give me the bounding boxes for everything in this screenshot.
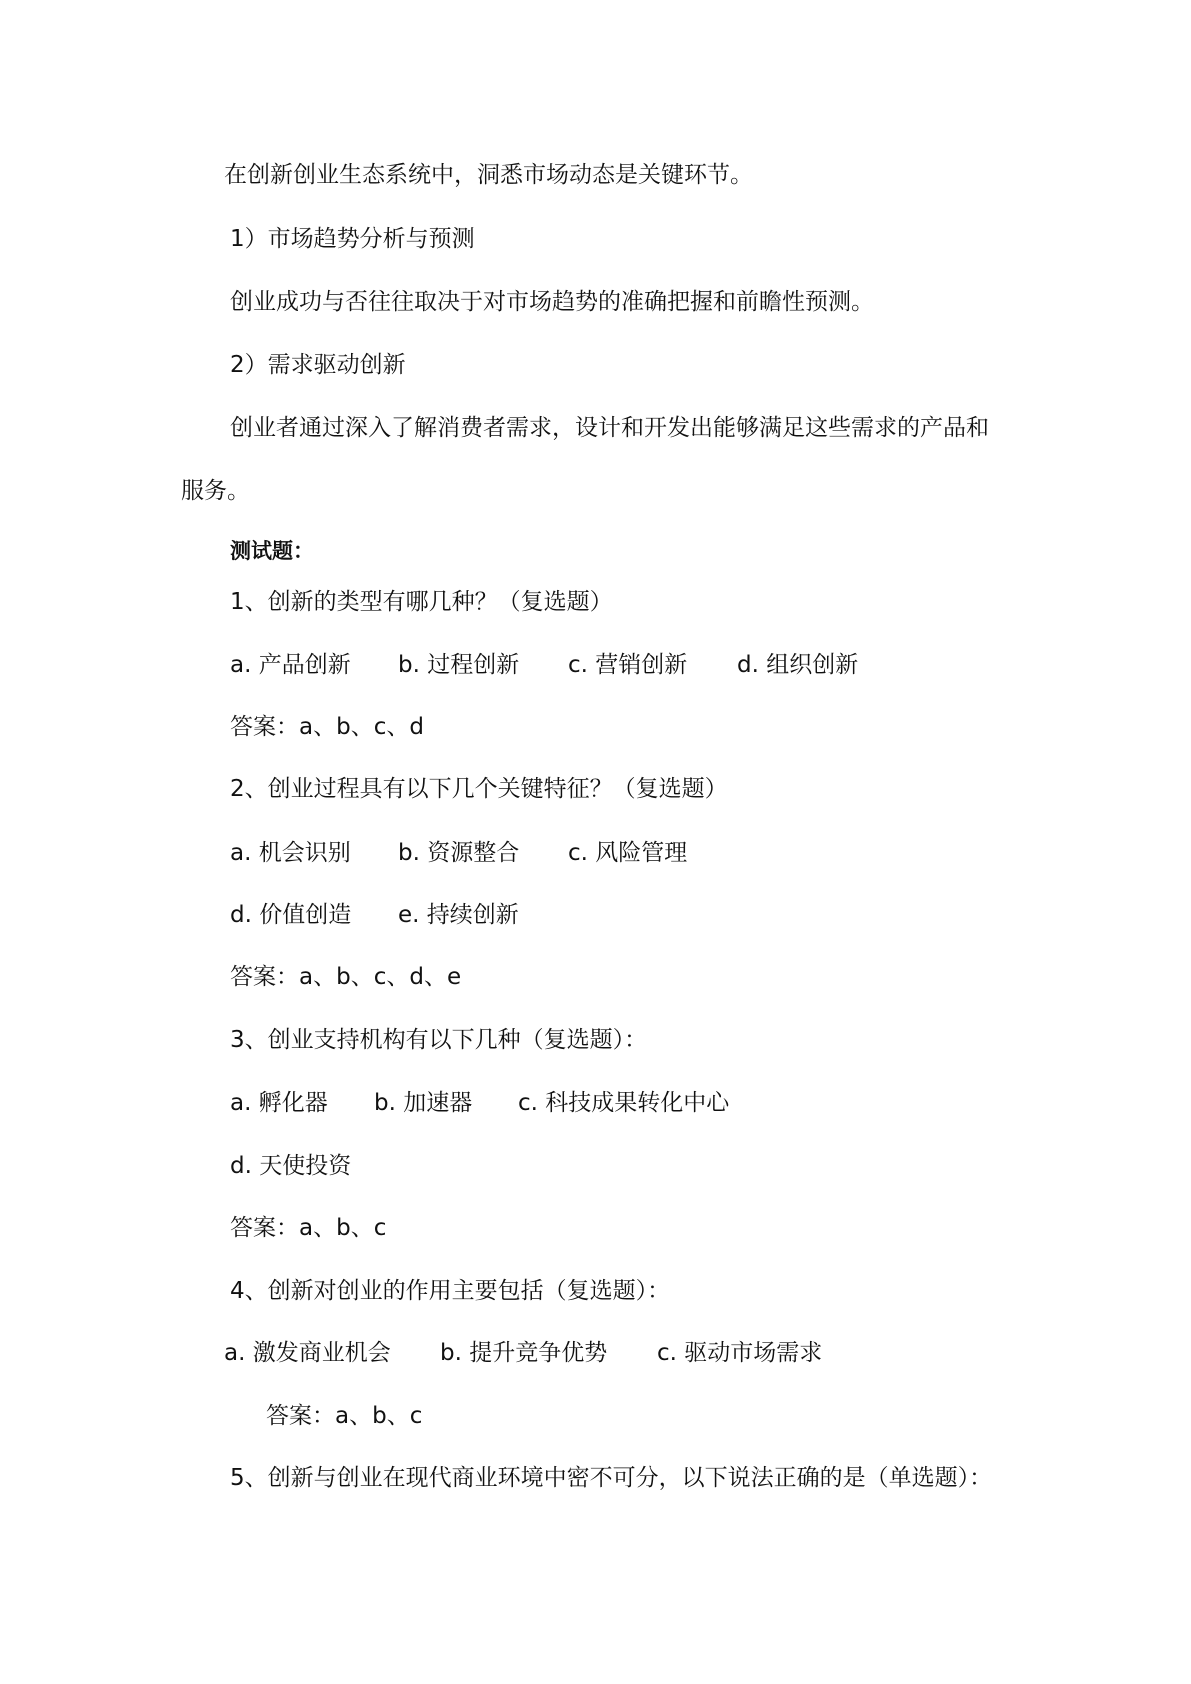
q1-option-d: d. 组织创新 xyxy=(737,652,859,678)
section2-body-line2: 服务。 xyxy=(181,478,250,504)
quiz-heading: 测试题： xyxy=(230,538,314,563)
q2-answer: 答案：a、b、c、d、e xyxy=(230,964,462,990)
q1-option-b: b. 过程创新 xyxy=(398,652,520,678)
section2-heading: 2）需求驱动创新 xyxy=(230,352,406,378)
section1-heading: 1）市场趋势分析与预测 xyxy=(230,226,475,252)
q1-option-a: a. 产品创新 xyxy=(230,652,351,678)
q3-option-d: d. 天使投资 xyxy=(230,1153,352,1179)
q2-option-d: d. 价值创造 xyxy=(230,902,352,928)
q3-option-b: b. 加速器 xyxy=(374,1090,473,1116)
q2-option-a: a. 机会识别 xyxy=(230,840,351,866)
q5-question: 5、创新与创业在现代商业环境中密不可分，以下说法正确的是（单选题）： xyxy=(230,1465,993,1491)
q4-option-b: b. 提升竞争优势 xyxy=(440,1340,608,1366)
q1-answer: 答案：a、b、c、d xyxy=(230,714,424,740)
q2-option-c: c. 风险管理 xyxy=(568,840,688,866)
intro-paragraph: 在创新创业生态系统中，洞悉市场动态是关键环节。 xyxy=(224,162,753,188)
q4-option-a: a. 激发商业机会 xyxy=(224,1340,391,1366)
q3-option-c: c. 科技成果转化中心 xyxy=(518,1090,730,1116)
q4-option-c: c. 驱动市场需求 xyxy=(657,1340,823,1366)
q4-answer: 答案：a、b、c xyxy=(266,1403,423,1429)
q2-question: 2、创业过程具有以下几个关键特征？（复选题） xyxy=(230,776,728,802)
q2-option-b: b. 资源整合 xyxy=(398,840,520,866)
q1-question: 1、创新的类型有哪几种？（复选题） xyxy=(230,589,613,615)
q3-answer: 答案：a、b、c xyxy=(230,1215,387,1241)
q3-option-a: a. 孵化器 xyxy=(230,1090,328,1116)
q3-question: 3、创业支持机构有以下几种（复选题）： xyxy=(230,1027,648,1053)
q4-question: 4、创新对创业的作用主要包括（复选题）： xyxy=(230,1278,671,1304)
q2-option-e: e. 持续创新 xyxy=(398,902,519,928)
section1-body: 创业成功与否往往取决于对市场趋势的准确把握和前瞻性预测。 xyxy=(230,289,874,315)
section2-body-line1: 创业者通过深入了解消费者需求，设计和开发出能够满足这些需求的产品和 xyxy=(230,415,989,441)
q1-option-c: c. 营销创新 xyxy=(568,652,688,678)
